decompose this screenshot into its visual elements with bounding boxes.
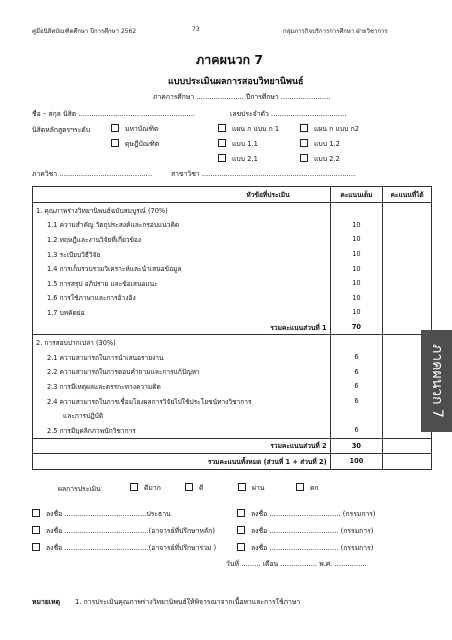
- subtotal2-score-input[interactable]: [383, 438, 432, 454]
- checkbox-11[interactable]: [218, 139, 226, 147]
- semester-line[interactable]: ภาคการศึกษา ...................... ปีการศึกษา .......................: [153, 93, 331, 101]
- option-21[interactable]: [218, 153, 258, 164]
- note-label: หมายเหตุ: [32, 598, 60, 606]
- full-score: [330, 408, 383, 423]
- checkbox-12[interactable]: [300, 139, 308, 147]
- subtotal2-label: รวมคะแนนส่วนที่ 2: [33, 438, 331, 454]
- signature-co-advisor-label: ลงชื่อ .......................................(อาจารย์ที่ปรึกษาร่วม ): [46, 544, 217, 552]
- full-score: 10: [330, 291, 383, 306]
- signature-main-advisor[interactable]: [32, 525, 215, 536]
- score-input[interactable]: [383, 291, 432, 306]
- checkbox-signature-committee-1[interactable]: [237, 509, 245, 517]
- signature-committee-1[interactable]: [237, 508, 376, 519]
- result-option-excellent[interactable]: [130, 482, 161, 493]
- header-page-number: 73: [192, 26, 200, 33]
- header-criteria: หัวข้อที่ประเมิน: [33, 187, 331, 203]
- header-left: คู่มือนิสิตบัณฑิตศึกษา ปีการศึกษา 2562: [32, 28, 137, 35]
- checkbox-signature-co-advisor[interactable]: [32, 543, 40, 551]
- signature-co-advisor[interactable]: [32, 542, 216, 553]
- criteria-label: 1.3 ระเบียบวิธีวิจัย: [33, 247, 331, 262]
- option-plan-a2-label: แผน ก แบบ ก2: [314, 125, 360, 133]
- signature-committee-1-label: ลงชื่อ ................................. (กรรมการ): [251, 510, 376, 518]
- total-score-input[interactable]: [383, 454, 432, 470]
- checkbox-plan-a2[interactable]: [300, 124, 308, 132]
- option-plan-a2[interactable]: [300, 123, 359, 134]
- option-22[interactable]: [300, 153, 340, 164]
- total-row: [33, 454, 432, 470]
- full-score: 10: [330, 232, 383, 247]
- evaluation-table: [32, 186, 432, 470]
- table-row: [33, 305, 432, 320]
- note-text: 1. การประเมินคุณภาพร่างวิทยานิพนธ์ให้พิจารณาจากเนื้อหาและการใช้ภาษา: [75, 598, 301, 606]
- table-row: [33, 291, 432, 306]
- department-field[interactable]: ภาควิชา ...........................................: [32, 170, 153, 178]
- section2-title: 2. การสอบปากเปล่า (30%): [33, 335, 331, 350]
- table-row: [33, 379, 432, 394]
- checkbox-excellent[interactable]: [130, 483, 138, 491]
- student-id-field[interactable]: เลขประจำตัว ...................................: [230, 110, 347, 118]
- result-option-label: ดี: [199, 484, 204, 492]
- subtotal1-value: 70: [330, 320, 383, 335]
- score-input[interactable]: [383, 261, 432, 276]
- checkbox-good[interactable]: [185, 483, 193, 491]
- subtotal2-row: [33, 438, 432, 454]
- checkbox-pass[interactable]: [238, 483, 246, 491]
- criteria-label: 2.4 ความสามารถในการเชื่อมโยงผลการวิจัยไปใช้ประโยชน์ทางวิชาการ: [33, 394, 331, 409]
- criteria-label: 1.6 การใช้ภาษาและการอ้างอิง: [33, 291, 331, 306]
- header-full-score: คะแนนเต็ม: [330, 187, 383, 203]
- full-score: 10: [330, 261, 383, 276]
- score-input[interactable]: [383, 247, 432, 262]
- score-input[interactable]: [383, 276, 432, 291]
- score-input[interactable]: [383, 218, 432, 233]
- criteria-label: 2.1 ความสามารถในการนำเสนอรายงาน: [33, 350, 331, 365]
- checkbox-fail[interactable]: [296, 483, 304, 491]
- result-option-label: ตก: [310, 484, 319, 492]
- date-line[interactable]: วันที่ ......... เดือน ................. พ.ศ. ...............: [226, 560, 367, 568]
- table-row: [33, 247, 432, 262]
- criteria-label: 1.1 ความสำคัญ วัตถุประสงค์และกรอบแนวคิด: [33, 218, 331, 233]
- result-option-label: ผ่าน: [252, 484, 265, 492]
- score-input[interactable]: [383, 305, 432, 320]
- full-score: 6: [330, 423, 383, 438]
- student-name-field[interactable]: ชื่อ – สกุล นิสิต ......................................................: [32, 110, 196, 118]
- signature-committee-3[interactable]: [237, 542, 373, 553]
- signature-committee-2-label: ลงชื่อ ................................ (กรรมการ): [251, 527, 374, 535]
- checkbox-signature-chair[interactable]: [32, 509, 40, 517]
- signature-chair[interactable]: [32, 508, 171, 519]
- checkbox-plan-a1[interactable]: [218, 124, 226, 132]
- major-field[interactable]: สาขาวิชา .......................................................................: [171, 170, 356, 178]
- table-row: [33, 335, 432, 350]
- table-row: [33, 408, 432, 423]
- subtotal2-value: 30: [330, 438, 383, 454]
- form-subtitle: แบบประเมินผลการสอบวิทยานิพนธ์: [168, 77, 304, 87]
- result-option-label: ดีมาก: [144, 484, 161, 492]
- full-score: 6: [330, 365, 383, 380]
- option-masters-label: มหาบัณฑิต: [125, 125, 159, 133]
- total-value: 100: [330, 454, 383, 470]
- checkbox-masters[interactable]: [111, 124, 119, 132]
- table-row: [33, 218, 432, 233]
- result-option-good[interactable]: [185, 482, 203, 493]
- criteria-label: 1.4 การเก็บรวบรวมวิเคราะห์และนำเสนอข้อมูล: [33, 261, 331, 276]
- full-score: 10: [330, 305, 383, 320]
- criteria-label: 1.2 ทฤษฎีและงานวิจัยที่เกี่ยวข้อง: [33, 232, 331, 247]
- full-score: 6: [330, 350, 383, 365]
- criteria-label: 1.7 บทคัดย่อ: [33, 305, 331, 320]
- section1-title: 1. คุณภาพร่างวิทยานิพนธ์ฉบับสมบูรณ์ (70%): [33, 203, 331, 218]
- option-doctoral[interactable]: [111, 138, 159, 149]
- table-row: [33, 261, 432, 276]
- table-row: [33, 276, 432, 291]
- full-score: 10: [330, 247, 383, 262]
- criteria-label: 2.2 ความสามารถในการตอบคำถามและการแก้ปัญหา: [33, 365, 331, 380]
- full-score: 10: [330, 276, 383, 291]
- subtotal1-row: [33, 320, 432, 335]
- option-22-label: แบบ 2.2: [314, 155, 340, 163]
- total-label: รวมคะแนนทั้งหมด (ส่วนที่ 1 + ส่วนที่ 2): [33, 454, 331, 470]
- checkbox-signature-main-advisor[interactable]: [32, 526, 40, 534]
- full-score: 6: [330, 379, 383, 394]
- signature-main-advisor-label: ลงชื่อ .......................................(อาจารย์ที่ปรึกษาหลัก): [46, 527, 215, 535]
- signature-committee-3-label: ลงชื่อ ................................ (กรรมการ): [251, 544, 374, 552]
- table-row: [33, 394, 432, 409]
- header-right: กลุ่มภารกิจบริการการศึกษา ฝ่ายวิชาการ: [283, 28, 388, 35]
- criteria-label: 2.3 การมีเหตุผลและตรรกะทางความคิด: [33, 379, 331, 394]
- criteria-label: 2.5 การมีบุคลิกภาพนักวิชาการ: [33, 423, 331, 438]
- result-label: ผลการประเมิน: [58, 485, 101, 493]
- option-doctoral-label: ดุษฎีบัณฑิต: [125, 140, 160, 148]
- table-row: [33, 203, 432, 218]
- table-header-row: [33, 187, 432, 203]
- checkbox-21[interactable]: [218, 154, 226, 162]
- table-row: [33, 423, 432, 438]
- table-row: [33, 365, 432, 380]
- table-row: [33, 350, 432, 365]
- subtotal1-label: รวมคะแนนส่วนที่ 1: [33, 320, 331, 335]
- checkbox-signature-committee-3[interactable]: [237, 543, 245, 551]
- header-score-obtained: คะแนนที่ได้: [383, 187, 432, 203]
- full-score: 10: [330, 218, 383, 233]
- option-11-label: แบบ 1.1: [232, 140, 258, 148]
- option-11[interactable]: [218, 138, 258, 149]
- side-tab-label: ภาคผนวก 7: [428, 344, 445, 418]
- option-12[interactable]: [300, 138, 340, 149]
- option-plan-a1[interactable]: [218, 123, 279, 134]
- side-tab-label-wrap: [421, 330, 452, 432]
- option-plan-a1-label: แผน ก แบบ ก 1: [232, 125, 280, 133]
- checkbox-doctoral[interactable]: [111, 139, 119, 147]
- criteria-label: 1.5 การสรุป อภิปราย และข้อเสนอแนะ: [33, 276, 331, 291]
- option-12-label: แบบ 1.2: [314, 140, 340, 148]
- result-option-fail[interactable]: [296, 482, 319, 493]
- score-input[interactable]: [383, 232, 432, 247]
- option-21-label: แบบ 2.1: [232, 155, 258, 163]
- result-option-pass[interactable]: [238, 482, 264, 493]
- checkbox-signature-committee-2[interactable]: [237, 526, 245, 534]
- option-masters[interactable]: [111, 123, 158, 134]
- page-title: ภาคผนวก 7: [196, 52, 264, 67]
- signature-committee-2[interactable]: [237, 525, 373, 536]
- full-score: 6: [330, 394, 383, 409]
- table-row: [33, 232, 432, 247]
- checkbox-22[interactable]: [300, 154, 308, 162]
- program-level-label: นิสิตหลักสูตรฯระดับ: [32, 126, 91, 134]
- criteria-label-continued: และการปฏิบัติ: [33, 408, 331, 423]
- signature-chair-label: ลงชื่อ ......................................ประธาน: [46, 510, 171, 518]
